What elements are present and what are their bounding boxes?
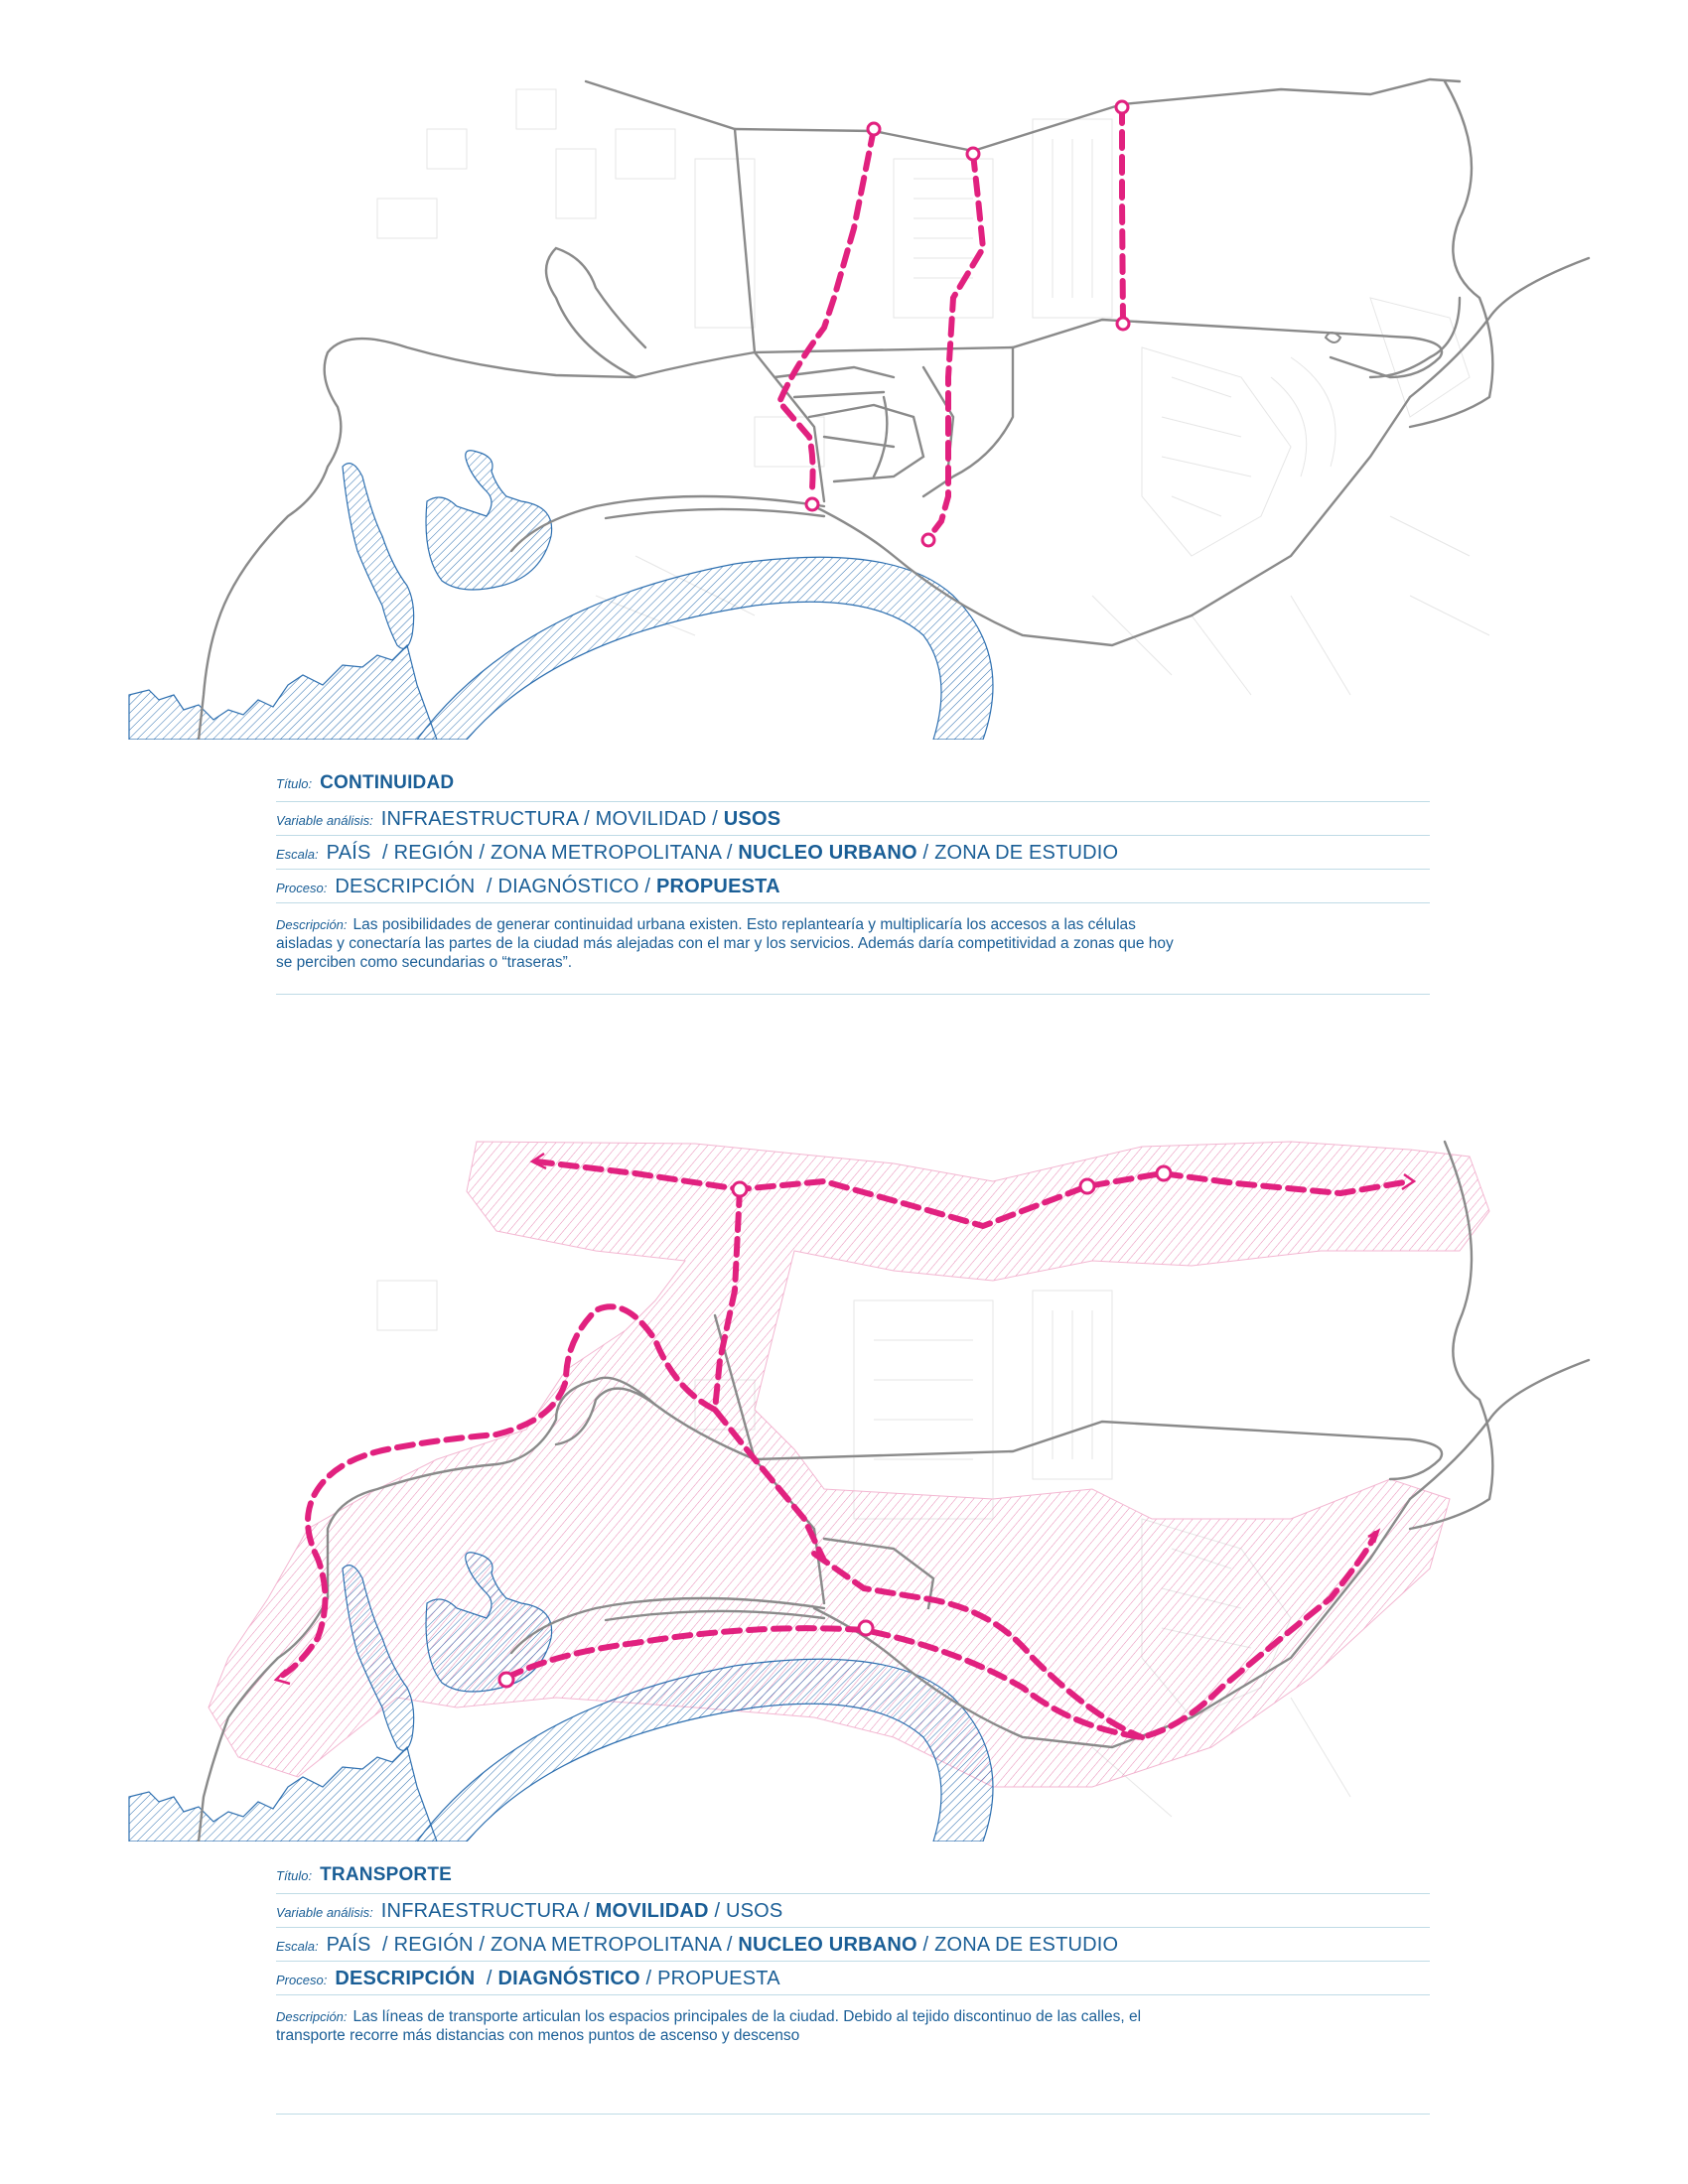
option-text: USOS [725,1900,783,1922]
titulo-label: Título: [276,1868,313,1883]
highlighted-option: USOS [723,808,781,830]
option-text: / [638,876,656,897]
variable-label: Variable análisis: [276,813,373,828]
option-text: / [916,1934,935,1956]
highlighted-option: NUCLEO URBANO [738,1934,917,1956]
option-text: / [473,1934,491,1956]
continuidad-map [0,0,1688,740]
descripcion-line: transporte recorre más distancias con menos puntos de ascenso y descenso [276,2027,800,2044]
option-text: / [639,1968,658,1989]
titulo-label: Título: [276,776,313,791]
continuidad-info-sheet [276,766,1430,995]
lagoon-hatch [426,451,552,590]
option-text: / [370,842,394,864]
descripcion-line: Las líneas de transporte articulan los espacios principales de la ciudad. Debido al tejido discontinuo de las calles, el [352,2008,1142,2025]
option-text: INFRAESTRUCTURA [380,808,579,830]
option-text: / [475,1968,498,1989]
option-text: ZONA DE ESTUDIO [934,842,1119,864]
descripcion-text [276,915,1430,972]
option-text: PAÍS [326,1934,371,1956]
option-text: / [370,1934,394,1956]
titulo-value: CONTINUIDAD [320,772,455,793]
variable-row [276,802,1430,836]
option-text: / [473,842,491,864]
option-text: REGIÓN [393,842,474,864]
escala-label: Escala: [276,1939,319,1954]
option-text: MOVILIDAD [595,808,707,830]
option-text: / [708,1900,726,1922]
escala-label: Escala: [276,847,319,862]
option-text: REGIÓN [393,1934,474,1956]
option-text: PAÍS [326,842,371,864]
option-text: ZONA METROPOLITANA [490,842,722,864]
escala-value [327,842,1119,865]
descripcion-line: Las posibilidades de generar continuidad urbana existen. Esto replantearía y multiplicaría los accesos a las células [352,916,1136,933]
estuary-hatch [343,464,414,649]
titulo-row [276,1858,1430,1894]
escala-value [327,1934,1119,1957]
option-text: / [916,842,935,864]
proceso-value [335,876,779,898]
highlighted-option: DESCRIPCIÓN [335,1968,476,1989]
highlighted-option: DIAGNÓSTICO [497,1968,640,1989]
option-text: ZONA DE ESTUDIO [934,1934,1119,1956]
highlighted-option: NUCLEO URBANO [738,842,917,864]
variable-value [381,1900,783,1923]
titulo-value: TRANSPORTE [320,1864,453,1885]
option-text: DESCRIPCIÓN [335,876,476,897]
option-text: ZONA METROPOLITANA [490,1934,722,1956]
highlighted-option: MOVILIDAD [595,1900,709,1922]
proceso-row [276,1962,1430,1995]
continuity-links [779,107,1123,538]
option-text: / [721,1934,739,1956]
descripcion-block [276,903,1430,995]
descripcion-block [276,1995,1430,2115]
descripcion-line: se perciben como secundarias o “traseras”. [276,954,573,971]
option-text: PROPUESTA [657,1968,780,1989]
variable-row [276,1894,1430,1928]
option-text: / [475,876,498,897]
coastline [129,645,437,740]
option-text: INFRAESTRUCTURA [380,1900,579,1922]
transporte-map [0,1102,1688,1842]
transporte-info-sheet [276,1858,1430,2115]
option-text: DIAGNÓSTICO [497,876,639,897]
proceso-label: Proceso: [276,1973,328,1987]
variable-value [381,808,780,831]
option-text: / [578,1900,596,1922]
descripcion-label: Descripción: [276,2009,348,2024]
escala-row [276,1928,1430,1962]
titulo-row [276,766,1430,802]
descripcion-line: aisladas y conectaría las partes de la ciudad más alejadas con el mar y los servicios. Además daría competitividad a zonas que hoy [276,935,1174,952]
proceso-value [335,1968,779,1990]
descripcion-label: Descripción: [276,917,348,932]
highlighted-option: PROPUESTA [655,876,780,897]
proceso-label: Proceso: [276,881,328,895]
option-text: / [578,808,596,830]
descripcion-text [276,2007,1430,2045]
proceso-row [276,870,1430,903]
option-text: / [721,842,739,864]
variable-label: Variable análisis: [276,1905,373,1920]
option-text: / [706,808,724,830]
escala-row [276,836,1430,870]
